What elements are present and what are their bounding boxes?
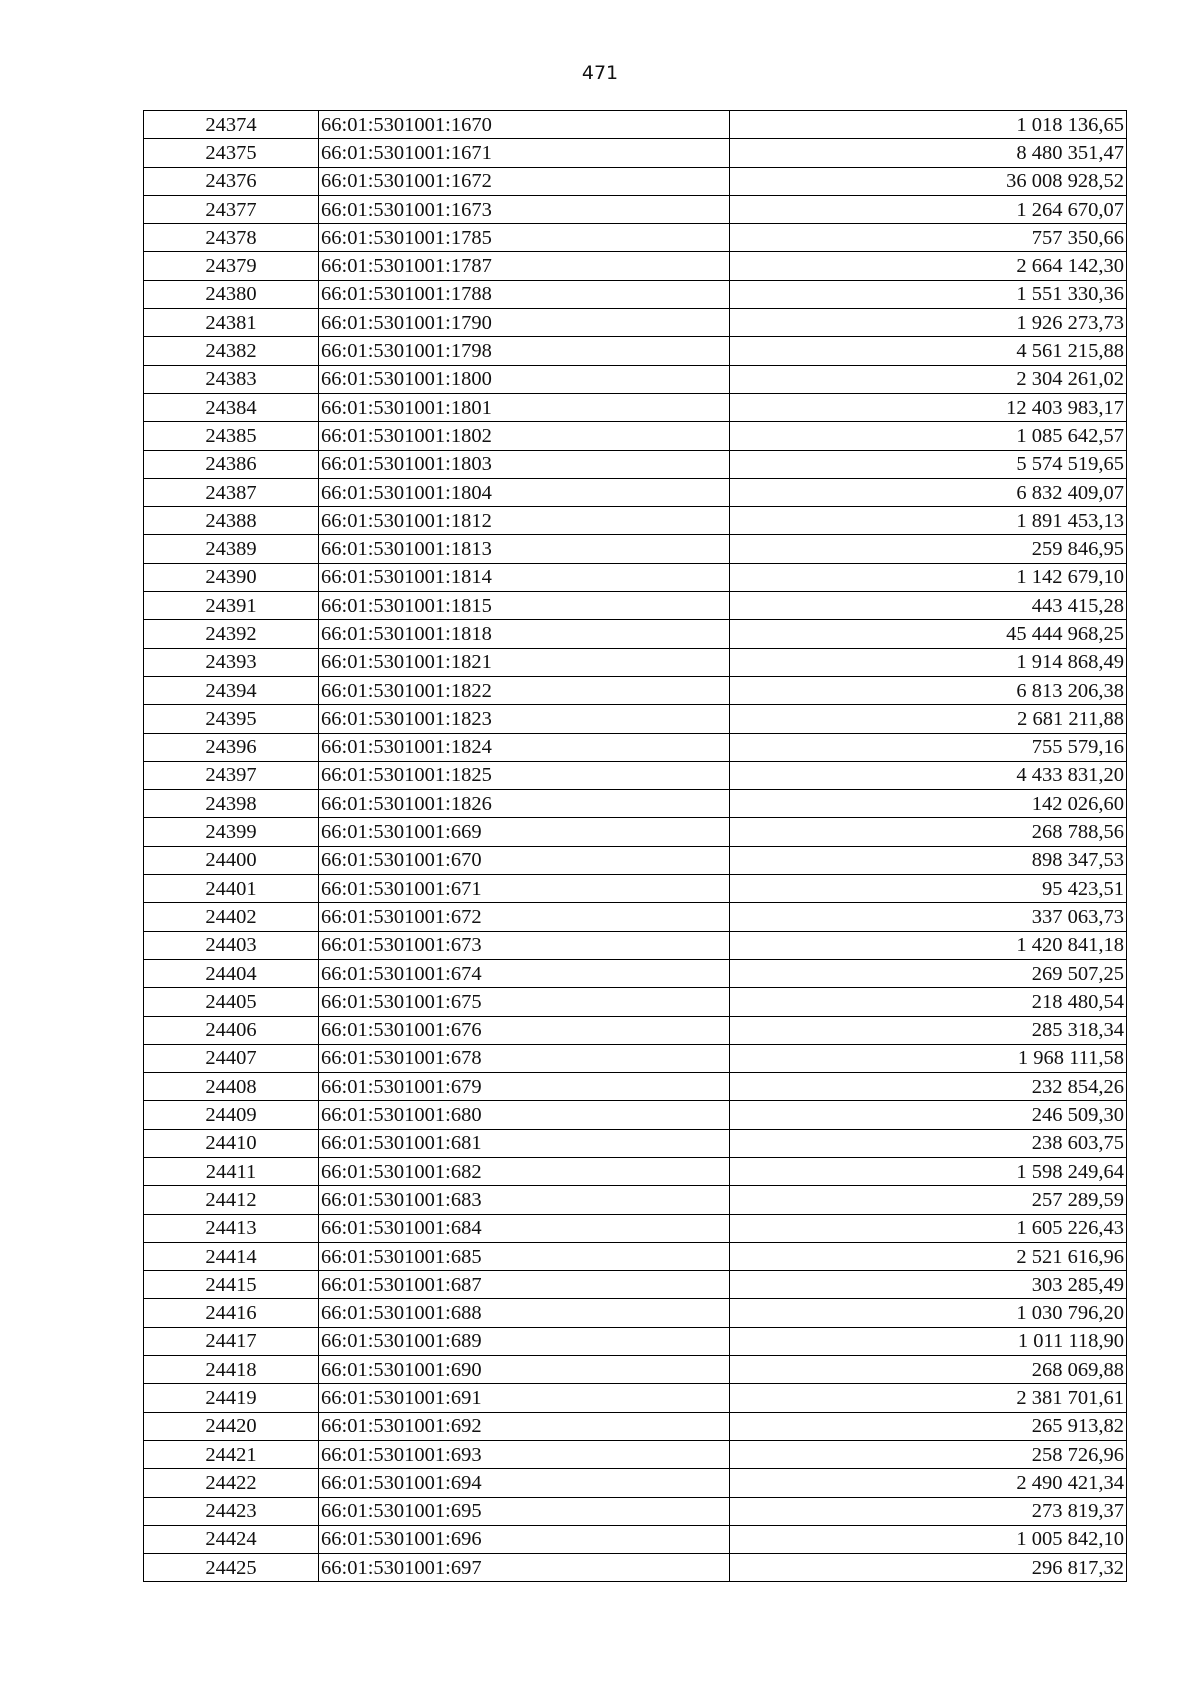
cadastral-number-cell: 66:01:5301001:675 [319,988,730,1016]
cadastral-value-cell: 4 433 831,20 [730,761,1127,789]
cadastral-number-cell: 66:01:5301001:697 [319,1554,730,1582]
table-row [144,1044,1127,1072]
row-number-cell: 24386 [144,450,319,478]
row-number-cell: 24398 [144,790,319,818]
cadastral-value-cell: 45 444 968,25 [730,620,1127,648]
cadastral-value-cell: 5 574 519,65 [730,450,1127,478]
cadastral-value-cell: 238 603,75 [730,1129,1127,1157]
cadastral-value-cell: 1 420 841,18 [730,931,1127,959]
cadastral-number-cell: 66:01:5301001:1824 [319,733,730,761]
cadastral-number-cell: 66:01:5301001:692 [319,1412,730,1440]
cadastral-number-cell: 66:01:5301001:695 [319,1497,730,1525]
cadastral-number-cell: 66:01:5301001:1826 [319,790,730,818]
row-number-cell: 24399 [144,818,319,846]
cadastral-value-cell: 898 347,53 [730,846,1127,874]
cadastral-number-cell: 66:01:5301001:1785 [319,224,730,252]
cadastral-number-cell: 66:01:5301001:1802 [319,422,730,450]
cadastral-value-cell: 1 551 330,36 [730,280,1127,308]
table-row [144,280,1127,308]
cadastral-number-cell: 66:01:5301001:1671 [319,139,730,167]
row-number-cell: 24424 [144,1525,319,1553]
row-number-cell: 24381 [144,309,319,337]
row-number-cell: 24422 [144,1469,319,1497]
cadastral-value-cell: 1 264 670,07 [730,195,1127,223]
cadastral-value-cell: 2 490 421,34 [730,1469,1127,1497]
table-row [144,959,1127,987]
row-number-cell: 24407 [144,1044,319,1072]
cadastral-number-cell: 66:01:5301001:678 [319,1044,730,1072]
cadastral-value-cell: 1 030 796,20 [730,1299,1127,1327]
row-number-cell: 24417 [144,1327,319,1355]
cadastral-value-cell: 269 507,25 [730,959,1127,987]
table-row [144,535,1127,563]
cadastral-number-cell: 66:01:5301001:682 [319,1157,730,1185]
row-number-cell: 24405 [144,988,319,1016]
row-number-cell: 24380 [144,280,319,308]
cadastral-number-cell: 66:01:5301001:1670 [319,111,730,139]
row-number-cell: 24397 [144,761,319,789]
table-row [144,111,1127,139]
row-number-cell: 24387 [144,478,319,506]
cadastral-number-cell: 66:01:5301001:1790 [319,309,730,337]
cadastral-number-cell: 66:01:5301001:1813 [319,535,730,563]
cadastral-value-cell: 2 304 261,02 [730,365,1127,393]
table-row [144,422,1127,450]
cadastral-value-cell: 258 726,96 [730,1440,1127,1468]
cadastral-number-cell: 66:01:5301001:1787 [319,252,730,280]
cadastral-number-cell: 66:01:5301001:1803 [319,450,730,478]
row-number-cell: 24389 [144,535,319,563]
row-number-cell: 24383 [144,365,319,393]
row-number-cell: 24392 [144,620,319,648]
cadastral-number-cell: 66:01:5301001:1814 [319,563,730,591]
cadastral-number-cell: 66:01:5301001:693 [319,1440,730,1468]
row-number-cell: 24402 [144,903,319,931]
table-row [144,1356,1127,1384]
cadastral-value-cell: 12 403 983,17 [730,393,1127,421]
cadastral-number-cell: 66:01:5301001:1798 [319,337,730,365]
table-row [144,1384,1127,1412]
table-row [144,252,1127,280]
row-number-cell: 24376 [144,167,319,195]
row-number-cell: 24391 [144,592,319,620]
cadastral-value-cell: 273 819,37 [730,1497,1127,1525]
cadastral-number-cell: 66:01:5301001:670 [319,846,730,874]
cadastral-value-cell: 1 598 249,64 [730,1157,1127,1185]
table-row [144,988,1127,1016]
row-number-cell: 24374 [144,111,319,139]
table-row [144,875,1127,903]
cadastral-value-cell: 337 063,73 [730,903,1127,931]
cadastral-value-table [143,110,1127,1582]
cadastral-number-cell: 66:01:5301001:1788 [319,280,730,308]
cadastral-value-cell: 218 480,54 [730,988,1127,1016]
cadastral-value-cell: 257 289,59 [730,1186,1127,1214]
table-row [144,1412,1127,1440]
row-number-cell: 24395 [144,705,319,733]
cadastral-value-cell: 1 085 642,57 [730,422,1127,450]
row-number-cell: 24420 [144,1412,319,1440]
cadastral-value-cell: 1 142 679,10 [730,563,1127,591]
cadastral-value-cell: 8 480 351,47 [730,139,1127,167]
table-row [144,1299,1127,1327]
row-number-cell: 24388 [144,507,319,535]
cadastral-number-cell: 66:01:5301001:669 [319,818,730,846]
cadastral-number-cell: 66:01:5301001:1821 [319,648,730,676]
cadastral-value-cell: 285 318,34 [730,1016,1127,1044]
row-number-cell: 24423 [144,1497,319,1525]
table-row [144,1214,1127,1242]
cadastral-value-cell: 246 509,30 [730,1101,1127,1129]
table-row [144,337,1127,365]
cadastral-value-cell: 6 832 409,07 [730,478,1127,506]
table-row [144,705,1127,733]
table-row [144,1101,1127,1129]
cadastral-number-cell: 66:01:5301001:673 [319,931,730,959]
row-number-cell: 24419 [144,1384,319,1412]
cadastral-number-cell: 66:01:5301001:676 [319,1016,730,1044]
cadastral-number-cell: 66:01:5301001:1673 [319,195,730,223]
row-number-cell: 24403 [144,931,319,959]
cadastral-value-cell: 2 664 142,30 [730,252,1127,280]
cadastral-number-cell: 66:01:5301001:674 [319,959,730,987]
table-row [144,563,1127,591]
cadastral-value-cell: 443 415,28 [730,592,1127,620]
cadastral-number-cell: 66:01:5301001:1823 [319,705,730,733]
cadastral-value-cell: 1 011 118,90 [730,1327,1127,1355]
cadastral-value-cell: 268 788,56 [730,818,1127,846]
row-number-cell: 24409 [144,1101,319,1129]
cadastral-number-cell: 66:01:5301001:1825 [319,761,730,789]
row-number-cell: 24410 [144,1129,319,1157]
table-row [144,393,1127,421]
table-row [144,1073,1127,1101]
row-number-cell: 24421 [144,1440,319,1468]
cadastral-value-cell: 36 008 928,52 [730,167,1127,195]
cadastral-number-cell: 66:01:5301001:696 [319,1525,730,1553]
cadastral-number-cell: 66:01:5301001:1672 [319,167,730,195]
row-number-cell: 24394 [144,676,319,704]
row-number-cell: 24401 [144,875,319,903]
cadastral-number-cell: 66:01:5301001:690 [319,1356,730,1384]
table-row [144,1440,1127,1468]
table-row [144,139,1127,167]
cadastral-value-cell: 1 968 111,58 [730,1044,1127,1072]
row-number-cell: 24400 [144,846,319,874]
row-number-cell: 24385 [144,422,319,450]
row-number-cell: 24377 [144,195,319,223]
table-row [144,1469,1127,1497]
cadastral-number-cell: 66:01:5301001:684 [319,1214,730,1242]
cadastral-number-cell: 66:01:5301001:1815 [319,592,730,620]
table-row [144,1129,1127,1157]
table-row [144,1327,1127,1355]
cadastral-value-cell: 142 026,60 [730,790,1127,818]
row-number-cell: 24404 [144,959,319,987]
cadastral-number-cell: 66:01:5301001:1812 [319,507,730,535]
table-row [144,592,1127,620]
cadastral-value-cell: 95 423,51 [730,875,1127,903]
cadastral-number-cell: 66:01:5301001:679 [319,1073,730,1101]
row-number-cell: 24413 [144,1214,319,1242]
cadastral-value-cell: 265 913,82 [730,1412,1127,1440]
table-row [144,1016,1127,1044]
row-number-cell: 24393 [144,648,319,676]
cadastral-number-cell: 66:01:5301001:683 [319,1186,730,1214]
cadastral-number-cell: 66:01:5301001:694 [319,1469,730,1497]
cadastral-number-cell: 66:01:5301001:1801 [319,393,730,421]
table-row [144,1186,1127,1214]
table-row [144,195,1127,223]
cadastral-value-cell: 1 018 136,65 [730,111,1127,139]
row-number-cell: 24414 [144,1242,319,1270]
cadastral-number-cell: 66:01:5301001:1804 [319,478,730,506]
table-row [144,507,1127,535]
table-row [144,1497,1127,1525]
row-number-cell: 24412 [144,1186,319,1214]
cadastral-value-cell: 2 521 616,96 [730,1242,1127,1270]
cadastral-value-cell: 1 914 868,49 [730,648,1127,676]
row-number-cell: 24418 [144,1356,319,1384]
table-row [144,620,1127,648]
table-row [144,309,1127,337]
row-number-cell: 24411 [144,1157,319,1185]
table-row [144,1157,1127,1185]
row-number-cell: 24415 [144,1271,319,1299]
cadastral-value-cell: 232 854,26 [730,1073,1127,1101]
cadastral-value-cell: 259 846,95 [730,535,1127,563]
table-row [144,733,1127,761]
table-row [144,1525,1127,1553]
cadastral-value-cell: 296 817,32 [730,1554,1127,1582]
cadastral-number-cell: 66:01:5301001:681 [319,1129,730,1157]
cadastral-number-cell: 66:01:5301001:685 [319,1242,730,1270]
table-row [144,790,1127,818]
table-row [144,450,1127,478]
cadastral-value-cell: 1 891 453,13 [730,507,1127,535]
cadastral-value-cell: 757 350,66 [730,224,1127,252]
cadastral-number-cell: 66:01:5301001:687 [319,1271,730,1299]
cadastral-number-cell: 66:01:5301001:671 [319,875,730,903]
table-row [144,931,1127,959]
cadastral-number-cell: 66:01:5301001:680 [319,1101,730,1129]
table-row [144,478,1127,506]
table-row [144,365,1127,393]
table-row [144,903,1127,931]
cadastral-number-cell: 66:01:5301001:691 [319,1384,730,1412]
cadastral-value-cell: 755 579,16 [730,733,1127,761]
cadastral-number-cell: 66:01:5301001:672 [319,903,730,931]
row-number-cell: 24379 [144,252,319,280]
cadastral-number-cell: 66:01:5301001:689 [319,1327,730,1355]
table-row [144,648,1127,676]
row-number-cell: 24406 [144,1016,319,1044]
cadastral-value-cell: 2 681 211,88 [730,705,1127,733]
table-row [144,761,1127,789]
row-number-cell: 24408 [144,1073,319,1101]
table-row [144,846,1127,874]
table-row [144,1271,1127,1299]
row-number-cell: 24375 [144,139,319,167]
cadastral-value-cell: 4 561 215,88 [730,337,1127,365]
cadastral-value-cell: 6 813 206,38 [730,676,1127,704]
cadastral-number-cell: 66:01:5301001:1818 [319,620,730,648]
row-number-cell: 24390 [144,563,319,591]
table-row [144,1554,1127,1582]
table-row [144,818,1127,846]
cadastral-value-cell: 303 285,49 [730,1271,1127,1299]
table-row [144,224,1127,252]
row-number-cell: 24384 [144,393,319,421]
table-row [144,167,1127,195]
cadastral-number-cell: 66:01:5301001:688 [319,1299,730,1327]
page-number: 471 [581,62,619,84]
cadastral-number-cell: 66:01:5301001:1822 [319,676,730,704]
cadastral-value-cell: 1 005 842,10 [730,1525,1127,1553]
row-number-cell: 24416 [144,1299,319,1327]
cadastral-value-cell: 1 926 273,73 [730,309,1127,337]
row-number-cell: 24382 [144,337,319,365]
table-row [144,676,1127,704]
cadastral-value-cell: 2 381 701,61 [730,1384,1127,1412]
cadastral-value-cell: 1 605 226,43 [730,1214,1127,1242]
row-number-cell: 24425 [144,1554,319,1582]
table-body [144,111,1127,1582]
cadastral-number-cell: 66:01:5301001:1800 [319,365,730,393]
cadastral-value-cell: 268 069,88 [730,1356,1127,1384]
row-number-cell: 24378 [144,224,319,252]
table-row [144,1242,1127,1270]
row-number-cell: 24396 [144,733,319,761]
